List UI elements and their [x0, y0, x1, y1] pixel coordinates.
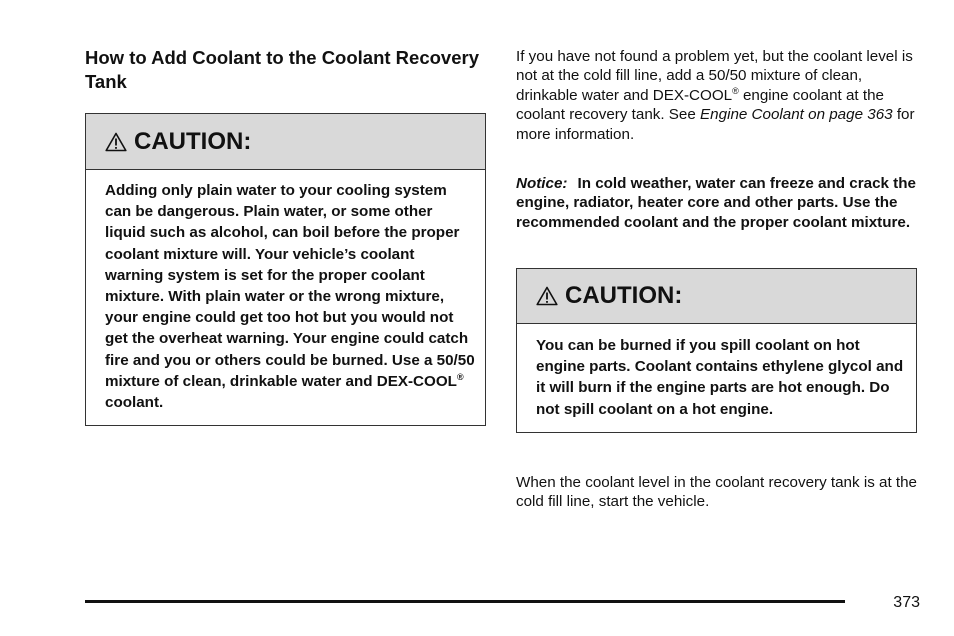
add-coolant-paragraph — [516, 47, 918, 144]
notice-paragraph — [516, 174, 918, 232]
caution-header — [517, 269, 916, 324]
start-vehicle-paragraph: When the coolant level in the coolant recovery tank is at the cold fill line, start the vehicle. — [516, 474, 918, 511]
paragraph-text-b: engine coolant at the coolant recovery tank. See — [516, 86, 884, 124]
notice-label: Notice: — [516, 175, 568, 192]
warning-triangle-icon — [536, 286, 558, 306]
warning-triangle-icon — [105, 132, 127, 152]
notice-text: In cold weather, water can freeze and crack the engine, radiator, heater core and other parts. Use the recommended coolant and the proper coolant mixture. — [516, 175, 916, 231]
page-number: 373 — [893, 594, 920, 611]
paragraph-text-c: for more information. — [516, 106, 915, 143]
caution-label: CAUTION: — [565, 282, 683, 309]
caution-text — [86, 170, 485, 425]
cross-reference-link[interactable]: Engine Coolant on page 363 — [700, 106, 893, 124]
caution-header — [86, 114, 485, 170]
footer-rule — [85, 600, 845, 603]
caution-label: CAUTION: — [134, 127, 252, 155]
registered-mark: ® — [732, 85, 739, 96]
caution-box-water — [85, 113, 486, 426]
caution-box-burn — [516, 268, 917, 433]
registered-mark: ® — [456, 371, 464, 382]
caution-text-end: coolant. — [105, 394, 164, 412]
paragraph-text-a: If you have not found a problem yet, but the coolant level is not at the cold fill line, add a 50/50 mixture of clean, drinkable water and DEX-COOL — [516, 48, 913, 104]
caution-text-main: Adding only plain water to your cooling system can be dangerous. Plain water, or some other liquid such as alcohol, can boil before the proper coolant mixture will. Your vehicle’s coolant warning system is set for the proper coolant mixture. With plain water or the wrong mixture, your engine could get too hot but you would not get the overheat warning. Your engine could catch fire and you or others could be burned. Use a 50/50 mixture of clean, drinkable water and DEX-COOL — [105, 182, 475, 390]
caution-text: You can be burned if you spill coolant on hot engine parts. Coolant contains ethylene glycol and it will burn if the engine parts are hot enough. Do not spill coolant on a hot engine. — [536, 337, 904, 418]
section-title: How to Add Coolant to the Coolant Recovery Tank — [85, 47, 479, 92]
